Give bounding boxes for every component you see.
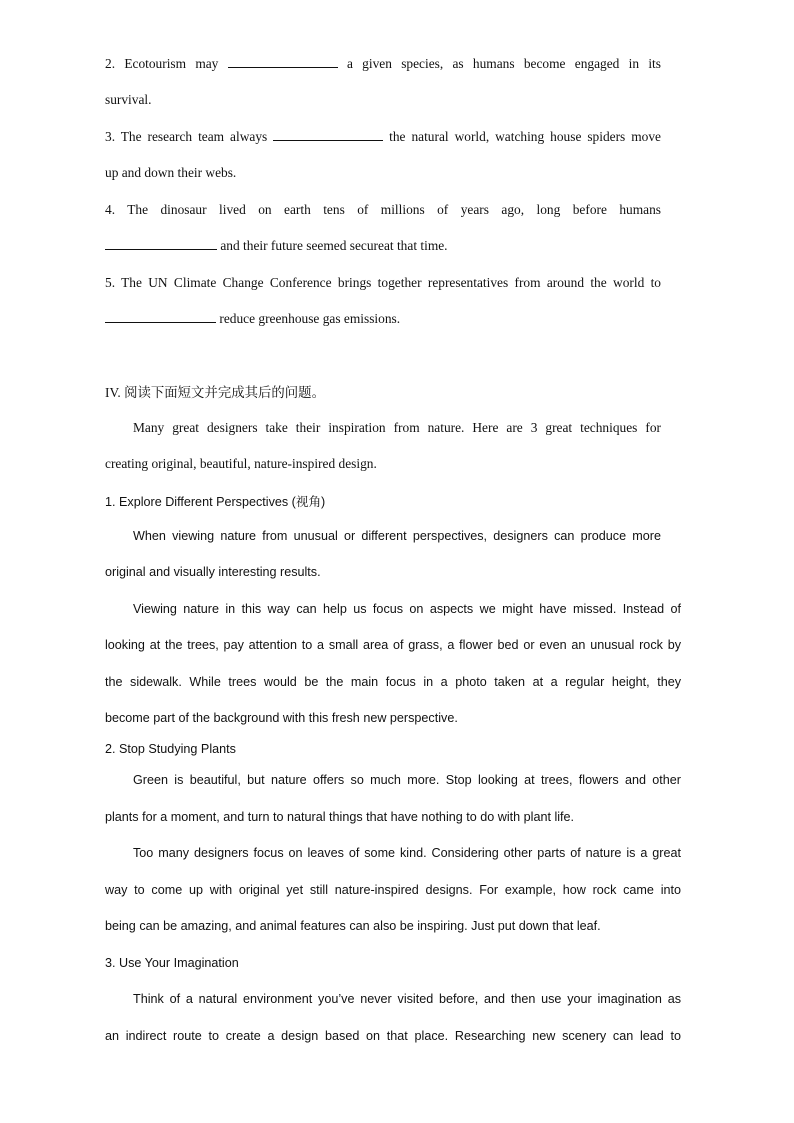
paragraph-5-line-1: Think of a natural environment you’ve never visited before, and then use your imagination as: [133, 992, 681, 1006]
section-iv-heading: IV. 阅读下面短文并完成其后的问题。: [105, 385, 325, 400]
paragraph-3-line-2: plants for a moment, and turn to natural things that have nothing to do with plant life.: [105, 810, 575, 824]
item-5-line-2: [105, 311, 661, 327]
item-5-line-1: 5. The UN Climate Change Conference brings together representatives from around the world to: [105, 275, 661, 290]
paragraph-1-line-1: When viewing nature from unusual or different perspectives, designers can produce more: [133, 529, 661, 543]
item-2-line-1: [105, 56, 661, 72]
item-4-line-1: 4. The dinosaur lived on earth tens of millions of years ago, long before humans: [105, 202, 661, 217]
technique-3-heading: 3. Use Your Imagination: [105, 956, 239, 970]
answer-blank-5[interactable]: [105, 311, 216, 323]
item-3-line-2: up and down their webs.: [105, 165, 237, 180]
intro-line-2: creating original, beautiful, nature-inspired design.: [105, 456, 377, 471]
paragraph-3-line-1: Green is beautiful, but nature offers so much more. Stop looking at trees, flowers and other: [133, 773, 681, 787]
item-2-text-after-blank: a given species, as humans become engaged in its: [346, 56, 661, 71]
item-3-line-1: [105, 129, 661, 145]
answer-blank-2[interactable]: [228, 56, 338, 68]
item-3-text-before-blank: 3. The research team always: [105, 129, 268, 144]
item-4-text-after-blank: and their future seemed secureat that time.: [220, 238, 448, 253]
paragraph-4-line-1: Too many designers focus on leaves of some kind. Considering other parts of nature is a great: [133, 846, 681, 860]
item-2-text-before-blank: 2. Ecotourism may: [105, 56, 219, 71]
answer-blank-4[interactable]: [105, 238, 217, 250]
item-4-line-2: [105, 238, 661, 254]
paragraph-2-line-4: become part of the background with this fresh new perspective.: [105, 711, 458, 725]
intro-line-1: Many great designers take their inspiration from nature. Here are 3 great techniques for: [133, 420, 661, 435]
paragraph-2-line-3: the sidewalk. While trees would be the main focus in a photo taken at a regular height, they: [105, 675, 681, 689]
answer-blank-3[interactable]: [273, 129, 383, 141]
paragraph-2-line-2: looking at the trees, pay attention to a small area of grass, a flower bed or even an unusual rock by: [105, 638, 681, 652]
technique-1-heading: 1. Explore Different Perspectives (视角): [105, 495, 326, 509]
paragraph-5-line-2: an indirect route to create a design based on that place. Researching new scenery can lead to: [105, 1029, 681, 1043]
item-5-text-after-blank: reduce greenhouse gas emissions.: [219, 311, 401, 326]
item-2-line-2: survival.: [105, 92, 152, 107]
paragraph-1-line-2: original and visually interesting results.: [105, 565, 321, 579]
paragraph-4-line-3: being can be amazing, and animal features can also be inspiring. Just put down that leaf.: [105, 919, 601, 933]
paragraph-4-line-2: way to come up with original yet still nature-inspired designs. For example, how rock came into: [105, 883, 681, 897]
item-3-text-after-blank: the natural world, watching house spiders move: [389, 129, 661, 144]
paragraph-2-line-1: Viewing nature in this way can help us focus on aspects we might have missed. Instead of: [133, 602, 681, 616]
technique-2-heading: 2. Stop Studying Plants: [105, 742, 236, 756]
